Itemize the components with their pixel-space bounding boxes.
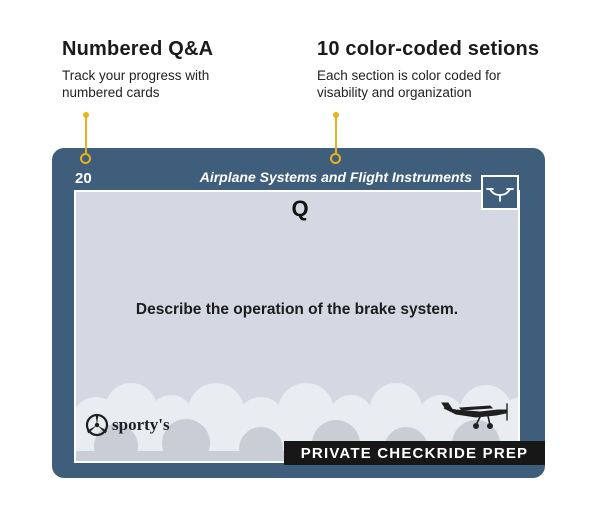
callout-numbered-qa bbox=[62, 38, 302, 101]
callout-title: 10 color-coded setions bbox=[317, 38, 540, 60]
brand-name: sporty's bbox=[112, 415, 170, 434]
callout-description: Each section is color coded for visability and organization bbox=[317, 68, 501, 100]
brand-logo bbox=[84, 412, 170, 438]
callout-description: Track your progress with numbered cards bbox=[62, 68, 210, 100]
footer-title: PRIVATE CHECKRIDE PREP bbox=[300, 444, 529, 462]
pointer-ring bbox=[80, 153, 91, 164]
gauge-icon bbox=[483, 177, 517, 208]
question-text: Describe the operation of the brake system. bbox=[135, 301, 459, 318]
airplane-icon bbox=[440, 398, 510, 430]
question-label: Q bbox=[291, 196, 309, 221]
callout-title: Numbered Q&A bbox=[62, 38, 214, 60]
pointer-line bbox=[85, 117, 87, 153]
card-number: 20 bbox=[75, 170, 92, 187]
section-title: Airplane Systems and Flight Instruments bbox=[199, 169, 472, 185]
pointer-ring bbox=[330, 153, 341, 164]
pointer-line bbox=[335, 117, 337, 153]
propeller-icon bbox=[84, 412, 110, 438]
footer-band bbox=[284, 441, 545, 465]
section-badge bbox=[481, 175, 519, 210]
callout-color-coded bbox=[317, 38, 577, 101]
